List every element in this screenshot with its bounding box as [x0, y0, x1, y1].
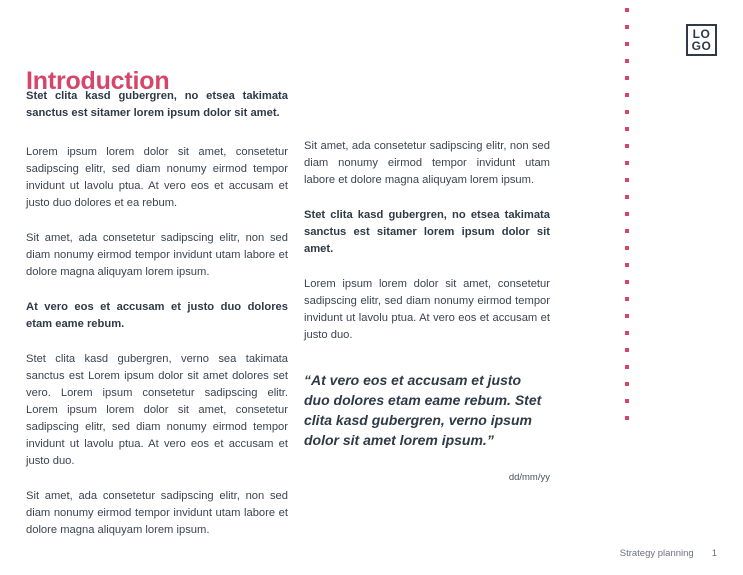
- divider-dot: [625, 365, 629, 369]
- divider-dot: [625, 263, 629, 267]
- page-title: Introduction: [26, 66, 170, 95]
- logo-line-1: LO: [692, 27, 711, 41]
- quote-date: dd/mm/yy: [508, 472, 550, 483]
- right-column: [304, 138, 550, 483]
- left-paragraph-3: Stet clita kasd gubergren, verno sea takimata sanctus est Lorem ipsum dolor sit amet dolores set vero. Lorem ipsum consetetur sadipscing elitr. Lorem ipsum lorem dolor sit amet, consetetur sadipscing elitr, sed diam nonumy eirmod tempor invidunt ut lavolu ptua. At vero eos et accusam et justo duo.: [26, 353, 288, 467]
- dotted-divider-icon: [625, 8, 630, 420]
- left-subheading: At vero eos et accusam et justo duo dolores etam eame rebum.: [26, 301, 288, 330]
- pull-quote: “At vero eos et accusam et justo duo dolores etam eame rebum. Stet clita kasd gubergren, verno ipsum dolor sit amet lorem ipsum.”: [304, 372, 542, 448]
- divider-dot: [625, 280, 629, 284]
- divider-dot: [625, 59, 629, 63]
- divider-dot: [625, 127, 629, 131]
- logo: [686, 24, 717, 56]
- page-number: 1: [711, 548, 717, 559]
- divider-dot: [625, 178, 629, 182]
- right-paragraph-2: Lorem ipsum lorem dolor sit amet, consetetur sadipscing elitr, sed diam nonumy eirmod tempor invidunt ut lavolu ptua. At vero eos et accusam et justo duo.: [304, 278, 550, 341]
- divider-dot: [625, 348, 629, 352]
- divider-dot: [625, 110, 629, 114]
- right-paragraph-1: Sit amet, ada consetetur sadipscing elitr, non sed diam nonumy eirmod tempor invidunt utam labore et dolore magna aliquyam lorem ipsum.: [304, 140, 550, 186]
- divider-dot: [625, 25, 629, 29]
- footer: [620, 548, 717, 559]
- left-lead-paragraph: Stet clita kasd gubergren, no etsea takimata sanctus est sitamer lorem ipsum dolor sit amet.: [26, 90, 288, 119]
- divider-dot: [625, 144, 629, 148]
- divider-dot: [625, 314, 629, 318]
- divider-dot: [625, 8, 629, 12]
- left-paragraph-4: Sit amet, ada consetetur sadipscing elitr, non sed diam nonumy eirmod tempor invidunt utam labore et dolore magna aliquyam lorem ipsum.: [26, 490, 288, 536]
- divider-dot: [625, 76, 629, 80]
- divider-dot: [625, 93, 629, 97]
- divider-dot: [625, 42, 629, 46]
- footer-label: Strategy planning: [619, 548, 694, 559]
- left-paragraph-1: Lorem ipsum lorem dolor sit amet, consetetur sadipscing elitr, sed diam nonumy eirmod tempor invidunt ut lavolu ptua. At vero eos et accusam et justo duo dolores et ea rebum.: [26, 146, 288, 209]
- left-column: [26, 88, 288, 539]
- divider-dot: [625, 297, 629, 301]
- divider-dot: [625, 246, 629, 250]
- divider-dot: [625, 229, 629, 233]
- divider-dot: [625, 382, 629, 386]
- divider-dot: [625, 161, 629, 165]
- divider-dot: [625, 416, 629, 420]
- divider-dot: [625, 195, 629, 199]
- divider-dot: [625, 399, 629, 403]
- left-paragraph-2: Sit amet, ada consetetur sadipscing elitr, non sed diam nonumy eirmod tempor invidunt utam labore et dolore magna aliquyam lorem ipsum.: [26, 232, 288, 278]
- logo-line-2: GO: [691, 39, 712, 53]
- right-subheading: Stet clita kasd gubergren, no etsea takimata sanctus est sitamer lorem ipsum dolor sit amet.: [304, 209, 550, 255]
- divider-dot: [625, 212, 629, 216]
- divider-dot: [625, 331, 629, 335]
